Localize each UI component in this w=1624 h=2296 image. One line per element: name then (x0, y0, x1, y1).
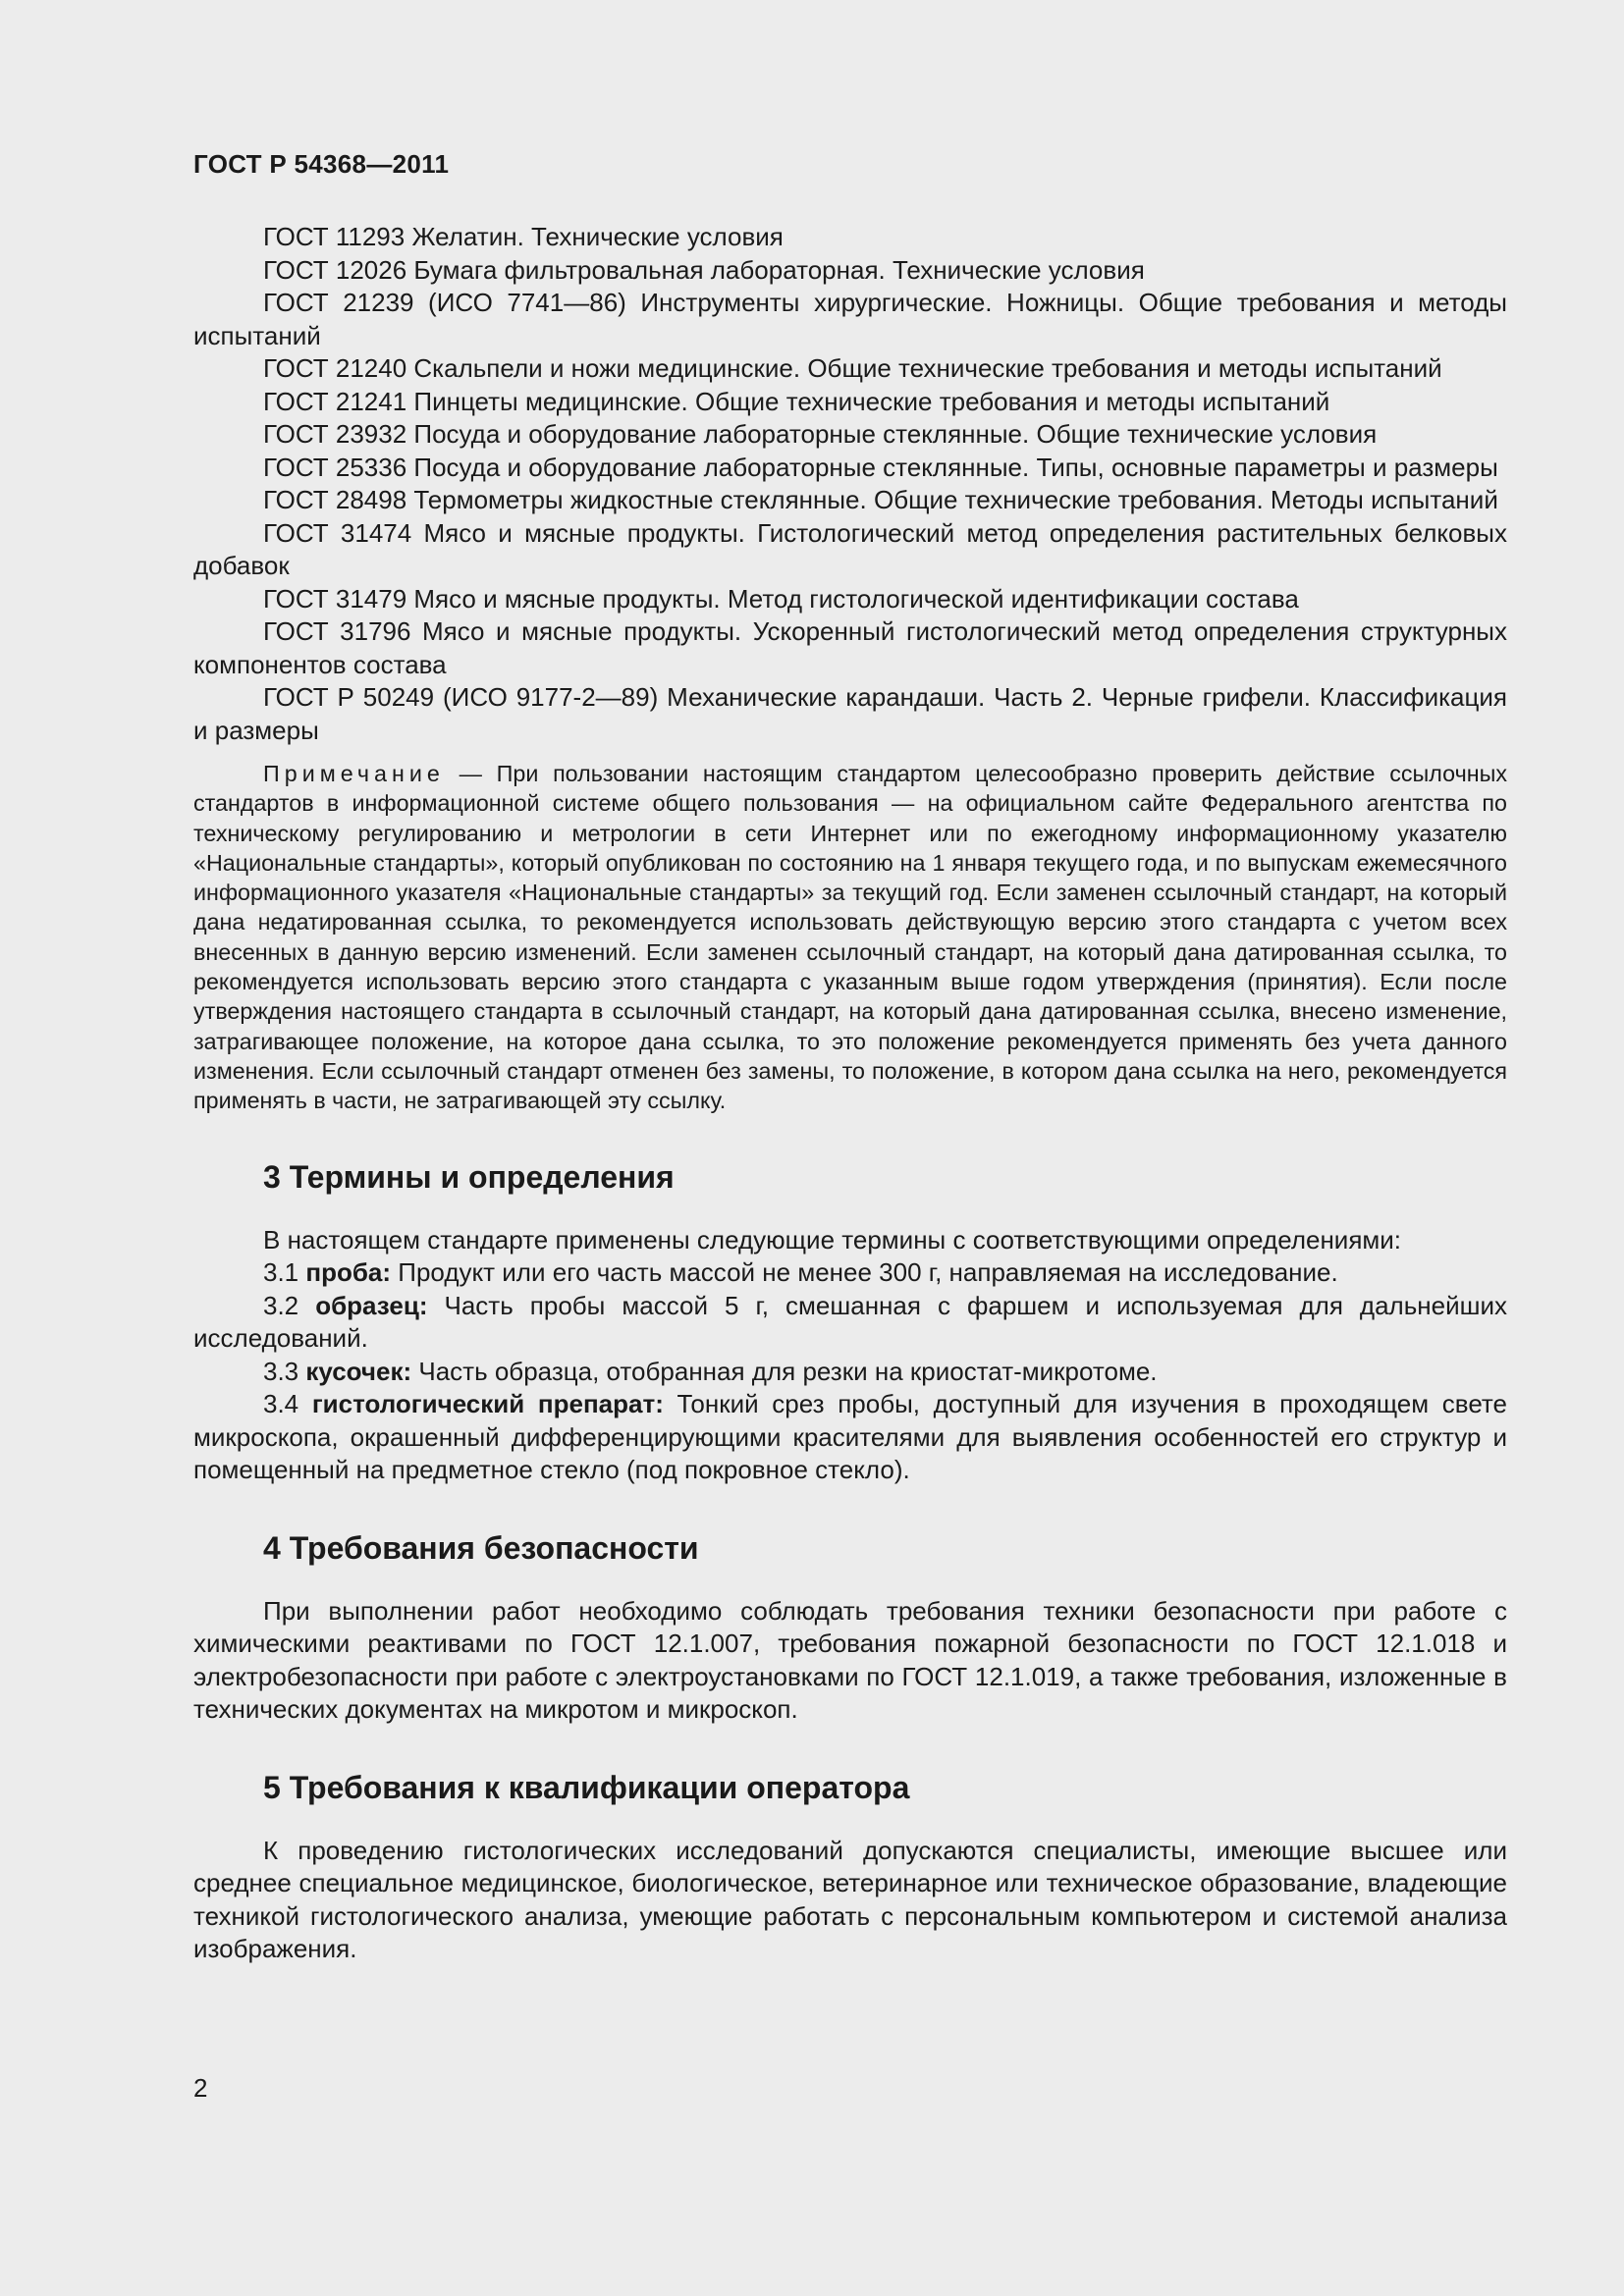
reference-item: ГОСТ Р 50249 (ИСО 9177-2—89) Механические карандаши. Часть 2. Черные грифели. Классификация и размеры (193, 682, 1507, 745)
term-name: проба: (305, 1257, 392, 1288)
reference-item: ГОСТ 12026 Бумага фильтровальная лабораторная. Технические условия (263, 254, 1145, 285)
term-name: кусочек: (305, 1356, 412, 1386)
section-3-title: 3 Термины и определения (263, 1158, 675, 1195)
term-number: 3.3 (263, 1356, 299, 1386)
section-5-body (193, 1835, 1507, 1966)
note-paragraph (193, 759, 1507, 1116)
term-name: образец: (315, 1290, 428, 1320)
reference-item: ГОСТ 23932 Посуда и оборудование лабораторные стеклянные. Общие технические условия (263, 419, 1378, 449)
reference-item: ГОСТ 28498 Термометры жидкостные стеклянные. Общие технические требования. Методы испытаний (263, 485, 1498, 514)
term-number: 3.2 (263, 1290, 299, 1320)
document-header: ГОСТ Р 54368—2011 (193, 149, 450, 179)
term-text: Продукт или его часть массой не менее 300 г, направляемая на исследование. (398, 1257, 1338, 1288)
note-label: Примечание (263, 761, 445, 786)
term-number: 3.4 (263, 1389, 299, 1419)
section-3-intro: В настоящем стандарте применены следующие термины с соответствующими определениями: (263, 1224, 1402, 1255)
term-definition (193, 1388, 1507, 1487)
term-text: Часть пробы массой 5 г, смешанная с фаршем и используемая для дальнейших исследований. (193, 1290, 1508, 1354)
reference-item: ГОСТ 21239 (ИСО 7741—86) Инструменты хирургические. Ножницы. Общие требования и методы испытаний (193, 288, 1507, 350)
reference-item: ГОСТ 25336 Посуда и оборудование лабораторные стеклянные. Типы, основные параметры и размеры (263, 452, 1498, 482)
section-3-body (193, 1224, 1507, 1487)
reference-item: ГОСТ 31479 Мясо и мясные продукты. Метод гистологической идентификации состава (263, 583, 1299, 614)
term-number: 3.1 (263, 1257, 299, 1288)
term-text: Часть образца, отобранная для резки на криостат-микротоме. (418, 1356, 1158, 1386)
normative-references (193, 221, 1507, 747)
section-4-body (193, 1595, 1507, 1727)
section-4-title: 4 Требования безопасности (263, 1529, 699, 1566)
term-name: гистологический препарат: (311, 1389, 664, 1419)
reference-item: ГОСТ 11293 Желатин. Технические условия (263, 222, 784, 251)
term-text: Тонкий срез пробы, доступный для изучения в проходящем свете микроскопа, окрашенный дифференцирующими красителями для выявления особенностей его структур и помещенный на предметное стекло (под покровное стекло). (193, 1389, 1507, 1485)
section-5-title: 5 Требования к квалификации оператора (263, 1769, 910, 1805)
page-content (193, 137, 1507, 1966)
reference-item: ГОСТ 31474 Мясо и мясные продукты. Гистологический метод определения растительных белковых добавок (193, 517, 1507, 580)
reference-item: ГОСТ 21241 Пинцеты медицинские. Общие технические требования и методы испытаний (263, 386, 1330, 416)
reference-item: ГОСТ 31796 Мясо и мясные продукты. Ускоренный гистологический метод определения структурных компонентов состава (193, 616, 1507, 679)
note-text: — При пользовании настоящим стандартом целесообразно проверить действие ссылочных стандартов в информационной системе общего пользования — на официальном сайте Федерального агентства по техническому регулированию и метрологии в сети Интернет или по ежегодному информационному указателю «Национальные стандарты», который опубликован по состоянию на 1 января текущего года, и по выпускам ежемесячного информационного указателя «Национальные стандарты» за текущий год. Если заменен ссылочный стандарт, на который дана недатированная ссылка, то рекомендуется использовать действующую версию этого стандарта с учетом всех внесенных в данную версию изменений. Если заменен ссылочный стандарт, на который дана датированная ссылка, то рекомендуется использовать версию этого стандарта с указанным выше годом утверждения (принятия). Если после утверждения настоящего стандарта в ссылочный стандарт, на который дана датированная ссылка, внесено изменение, затрагивающее положение, на которое дана ссылка, то это положение рекомендуется применять без учета данного изменения. Если ссылочный стандарт отменен без замены, то положение, в котором дана ссылка на него, рекомендуется применять в части, не затрагивающей эту ссылку. (193, 761, 1507, 1114)
section-5-text: К проведению гистологических исследований допускаются специалисты, имеющие высшее или среднее специальное медицинское, биологическое, ветеринарное или техническое образование, владеющие техникой гистологического анализа, умеющие работать с персональным компьютером и системой анализа изображения. (193, 1835, 1507, 1964)
section-4-text: При выполнении работ необходимо соблюдать требования техники безопасности при работе с химическими реактивами по ГОСТ 12.1.007, требования пожарной безопасности по ГОСТ 12.1.018 и электробезопасности при работе с электроустановками по ГОСТ 12.1.019, а также требования, изложенные в технических документах на микротом и микроскоп. (193, 1595, 1507, 1725)
term-definition (193, 1356, 1507, 1389)
page-number: 2 (193, 2073, 208, 2103)
term-definition (193, 1256, 1507, 1290)
term-definition (193, 1290, 1507, 1356)
reference-item: ГОСТ 21240 Скальпели и ножи медицинские. Общие технические требования и методы испытаний (263, 353, 1442, 383)
